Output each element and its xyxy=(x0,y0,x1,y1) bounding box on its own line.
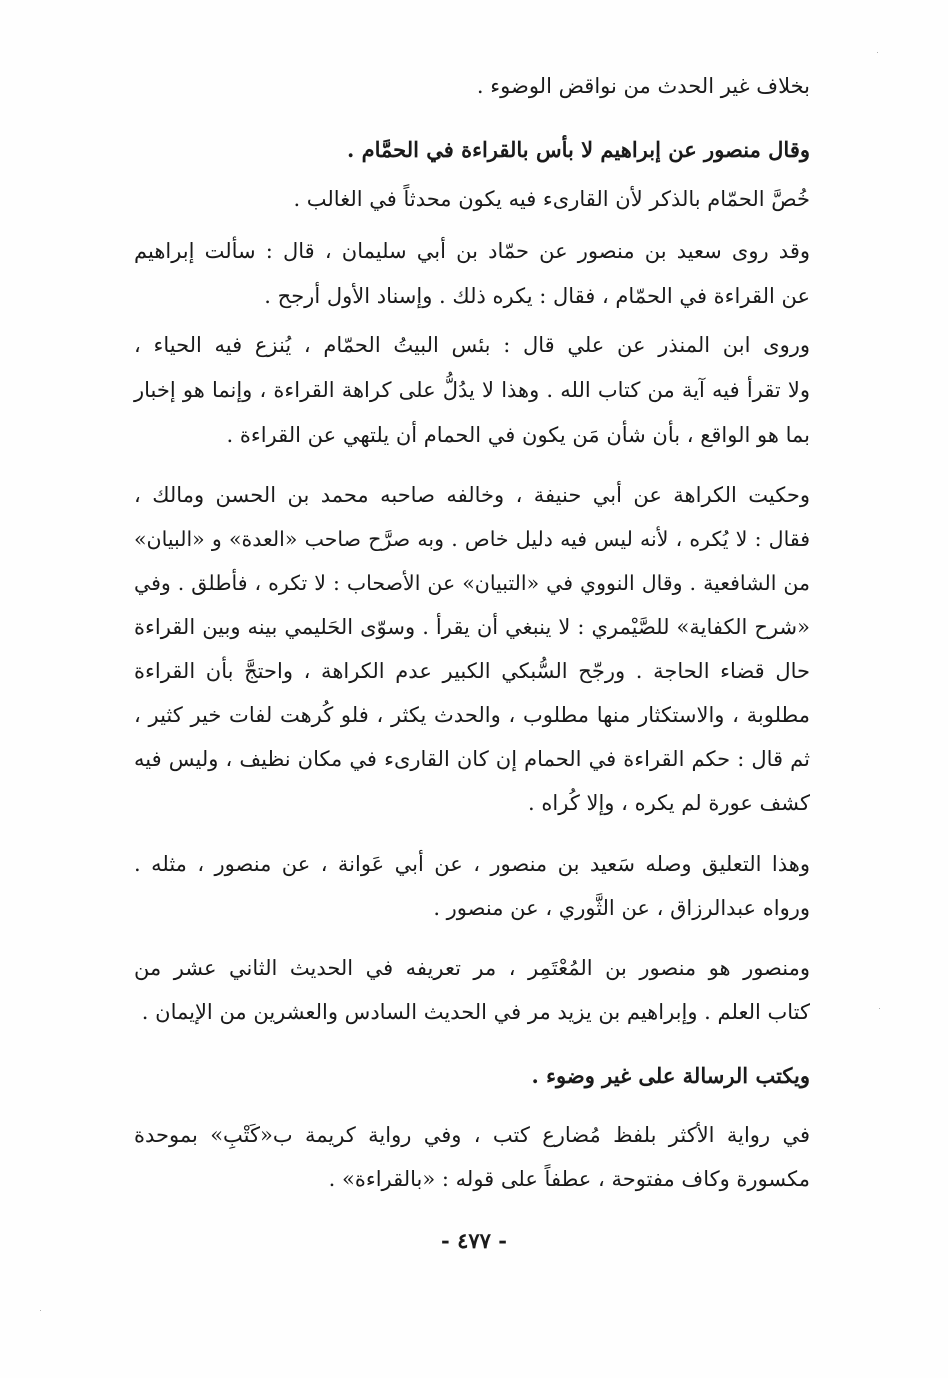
paragraph-line: كتاب العلم . وإبراهيم بن يزيد مر في الحديث السادس والعشرين من الإيمان . xyxy=(141,1000,810,1024)
paragraph-line: من الشافعية . وقال النووي في «التبيان» عن الأصحاب : لا تكره ، فأطلق . وفي xyxy=(134,571,810,595)
paragraph-line: عن القراءة في الحمّام ، فقال : يكره ذلك . وإسناد الأول أرجح . xyxy=(264,284,810,308)
paragraph-line: ومنصور هو منصور بن المُعْتَمِر ، مر تعريفه في الحديث الثاني عشر من xyxy=(134,956,810,980)
paragraph-line: وقد روى سعيد بن منصور عن حمّاد بن أبي سليمان ، قال : سألت إبراهيم xyxy=(134,239,810,263)
paragraph-line: خُصَّ الحمّام بالذكر لأن القارىء فيه يكون محدثاً في الغالب . xyxy=(293,187,810,211)
section-heading: وقال منصور عن إبراهيم لا بأس بالقراءة في الحمَّام . xyxy=(346,137,810,162)
paragraph-line: وحكيت الكراهة عن أبي حنيفة ، وخالفه صاحبه محمد بن الحسن ومالك ، xyxy=(134,483,810,507)
paragraph-line: مطلوبة ، والاستكثار منها مطلوب ، والحدث يكثر ، فلو كُرهت لفات خير كثير ، xyxy=(134,703,810,727)
paragraph-line: فقال : لا يُكره ، لأنه ليس فيه دليل خاص . وبه صرَّح صاحب «العدة» و «البيان» xyxy=(134,527,810,551)
paragraph-line: بما هو الواقع ، بأن شأن مَن يكون في الحمام أن يلتهي عن القراءة . xyxy=(226,423,810,447)
paragraph-line: مكسورة وكاف مفتوحة ، عطفاً على قوله : «بالقراءة» . xyxy=(328,1167,810,1191)
paragraph-line: «شرح الكفاية» للصَّيْمري : لا ينبغي أن يقرأ . وسوّى الحَليمي بينه وبين القراءة xyxy=(134,615,810,639)
section-heading: ويكتب الرسالة على غير وضوء . xyxy=(531,1063,810,1088)
paragraph-line: ثم قال : حكم القراءة في الحمام إن كان القارىء في مكان نظيف ، وليس فيه xyxy=(134,747,810,771)
paragraph-line: كشف عورة لم يكره ، وإلا كُراه . xyxy=(528,791,810,815)
paragraph-line: وروى ابن المنذر عن علي قال : بئس البيتُ الحمّام ، يُنزع فيه الحياء ، xyxy=(134,333,810,357)
paragraph-line: ورواه عبدالرزاق ، عن الثَّوري ، عن منصور . xyxy=(433,896,810,920)
scan-speck xyxy=(40,1310,41,1311)
scan-speck xyxy=(877,52,878,53)
paragraph-line: في رواية الأكثر بلفظ مُضارع كتب ، وفي رواية كريمة ب«كَتْبِ» بموحدة xyxy=(134,1123,810,1147)
paragraph-line: بخلاف غير الحدث من نواقض الوضوء . xyxy=(476,74,810,98)
scan-speck xyxy=(879,1008,880,1009)
paragraph-line: حال قضاء الحاجة . ورجّح السُّبكي الكبير عدم الكراهة ، واحتجَّ بأن القراءة xyxy=(134,659,810,683)
paragraph-line: ولا تقرأ فيه آية من كتاب الله . وهذا لا يدُلُّ على كراهة القراءة ، وإنما هو إخبار xyxy=(134,378,810,402)
paragraph-line: وهذا التعليق وصله سَعيد بن منصور ، عن أبي عَوانة ، عن منصور ، مثله . xyxy=(134,852,810,876)
page-number: - ٤٧٧ - xyxy=(441,1228,507,1253)
page-body-text xyxy=(134,66,810,1191)
